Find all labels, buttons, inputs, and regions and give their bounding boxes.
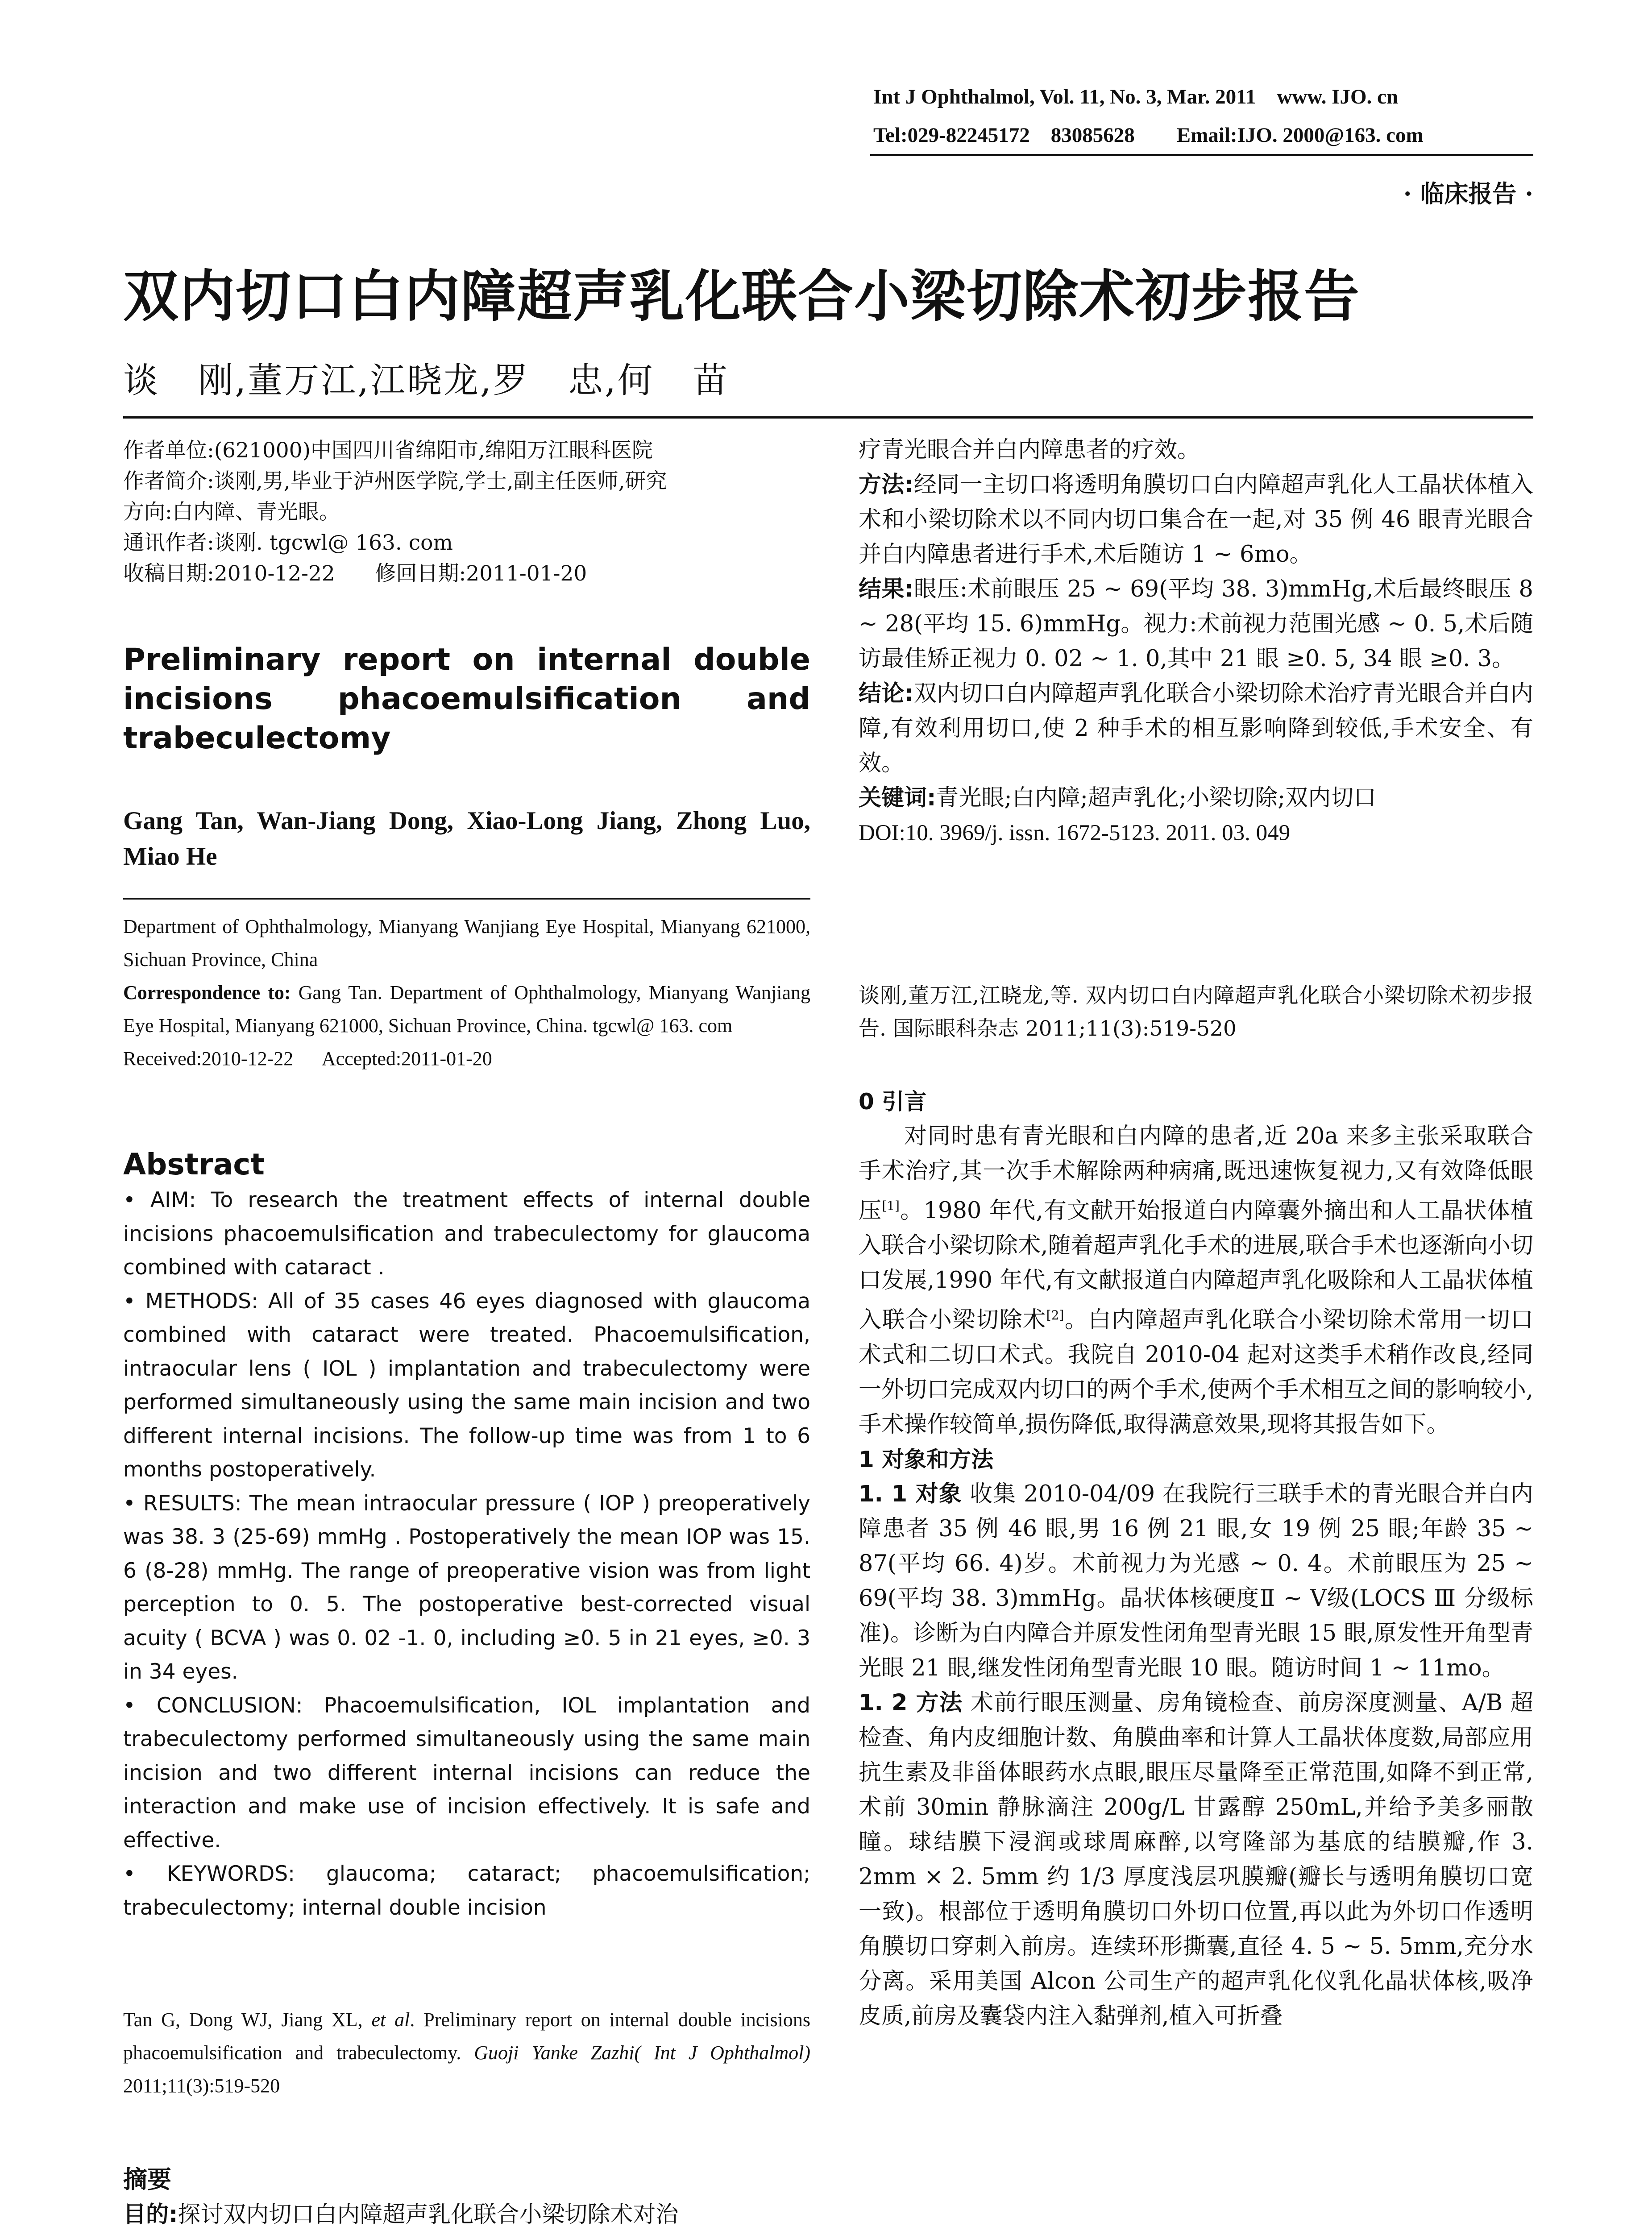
abstract-cn-cont: 疗青光眼合并白内障患者的疗效。 方法:经同一主切口将透明角膜切口白内障超声乳化人工晶状体植入术和小梁切除术以不同内切口集合在一起,对 35 例 46 眼青光眼合并白内障患者进行手术,术后随访 1 ~ 6mo。 结果:眼压:术前眼压 25 ~ 69(平均 38. 3)mmHg,术后最终眼压 8 ~ 28(平均 15. 6)mmHg。视力:术前视力范围光感 ~ 0. 5,术后随访最佳矫正视力 0. 02 ~ 1. 0,其中 21 眼 ≥0. 5, 34 眼 ≥0. 3。 结论:双内切口白内障超声乳化联合小梁切除术治疗青光眼合并白内障,有效利用切口,使 2 种手术的相互影响降到较低,手术安全、有效。 关键词:青光眼;白内障;超声乳化;小梁切除;双内切口 DOI:10. 3969/j. issn. 1672-5123. 2011. 03. 049 [859,433,1533,850]
abstract-cn-conclusion: 双内切口白内障超声乳化联合小梁切除术治疗青光眼合并白内障,有效利用切口,使 2 种手术的相互影响降到较低,手术安全、有效。 [859,680,1533,776]
abstract-results: • RESULTS: The mean intraocular pressure ( IOP ) preoperatively was 38. 3 (25-69) mmHg . Postoperatively the mean IOP was 15. 6 (8-28) mmHg. The range of preoperative vision was from light perception to 0. 5. The postoperative best-corrected visual acuity ( BCVA ) was 0. 02 -1. 0, including ≥0. 5 in 21 eyes, ≥0. 3 in 34 eyes. [123,1491,810,1684]
received-dates-cn: 收稿日期:2010-12-22 修回日期:2011-01-20 [123,561,587,586]
abstract-cn-start [123,2162,810,2231]
contact-line: Tel:029-82245172 83085628 Email:IJO. 2000@163. com [873,124,1424,147]
abstract-aim: • AIM: To research the treatment effects of internal double incisions phacoemulsification and trabeculectomy for glaucoma combined with cataract . [123,1188,810,1280]
abstract-cn-keywords: 青光眼;白内障;超声乳化;小梁切除;双内切口 [936,785,1377,811]
author-unit: 作者单位:(621000)中国四川省绵阳市,绵阳万江眼科医院 [123,438,653,463]
author-bio-2: 方向:白内障、青光眼。 [123,500,340,524]
body-text [859,1084,1533,2034]
category-label: · 临床报告 · [1403,179,1533,208]
header-rule [870,154,1533,156]
citation-en: Tan G, Dong WJ, Jiang XL, et al. Preliminary report on internal double incisions phacoemulsification and trabeculectomy. Guoji Yanke Zazhi( Int J Ophthalmol) 2011;11(3):519-520 [123,2009,811,2097]
abstract-en [123,1146,810,1924]
abstract-cn-methods: 经同一主切口将透明角膜切口白内障超声乳化人工晶状体植入术和小梁切除术以不同内切口集合在一起,对 35 例 46 眼青光眼合并白内障患者进行手术,术后随访 1 ~ 6mo。 [859,472,1533,568]
affiliation-dept: Department of Ophthalmology, Mianyang Wanjiang Eye Hospital, Mianyang 621000, Sichuan Province, China [123,916,810,970]
author-info [123,435,810,589]
received-dates-en: Received:2010-12-22 Accepted:2011-01-20 [123,1048,492,1070]
doi: DOI:10. 3969/j. issn. 1672-5123. 2011. 03. 049 [859,821,1291,846]
abstract-keywords: • KEYWORDS: glaucoma; cataract; phacoemulsification; trabeculectomy; internal double incision [123,1862,810,1920]
author-bio-1: 作者简介:谈刚,男,毕业于泸州医学院,学士,副主任医师,研究 [123,469,667,493]
section-0-heading: 0 引言 [859,1089,927,1115]
section-1-2: 1. 2 方法 术前行眼压测量、房角镜检查、前房深度测量、A/B 超检查、角内皮细胞计数、角膜曲率和计算人工晶状体度数,局部应用抗生素及非甾体眼药水点眼,眼压尽量降至正常范围,如降不到正常,术前 30min 静脉滴注 200g/L 甘露醇 250mL,并给予美多丽散瞳。球结膜下浸润或球周麻醉,以穹隆部为基底的结膜瓣,作 3. 2mm × 2. 5mm 约 1/3 厚度浅层巩膜瓣(瓣长与透明角膜切口宽一致)。根部位于透明角膜切口外切口位置,再以此为外切口作透明角膜切口穿刺入前房。连续环形撕囊,直径 4. 5 ~ 5. 5mm,充分水分离。采用美国 Alcon 公司生产的超声乳化仪乳化晶状体核,吸净皮质,前房及囊袋内注入黏弹剂,植入可折叠 [859,1690,1534,2029]
authors-rule [123,898,810,900]
correspondence-label: Correspondence to: [123,982,291,1004]
section-0-paragraph: 对同时患有青光眼和白内障的患者,近 20a 来多主张采取联合手术治疗,其一次手术解除两种病痛,既迅速恢复视力,又有效降低眼压[1]。1980 年代,有文献开始报道白内障囊外摘出和人工晶状体植入联合小梁切除术,随着超声乳化手术的进展,联合手术也逐渐向小切口发展,1990 年代,有文献报道白内障超声乳化吸除和人工晶状体植入联合小梁切除术[2]。白内障超声乳化联合小梁切除术常用一切口术式和二切口术式。我院自 2010-04 起对这类手术稍作改良,经同一外切口完成双内切口的两个手术,使两个手术相互之间的影响较小,手术操作较简单,损伤降低,取得满意效果,现将其报告如下。 [859,1123,1533,1438]
section-1-heading: 1 对象和方法 [859,1447,994,1472]
citation-cn: 谈刚,董万江,江晓龙,等. 双内切口白内障超声乳化联合小梁切除术初步报告. 国际眼科杂志 2011;11(3):519-520 [859,983,1533,1041]
en-authors: Gang Tan, Wan-Jiang Dong, Xiao-Long Jiang, Zhong Luo, Miao He [123,807,810,871]
affiliation [123,910,810,1075]
abstract-conclusion: • CONCLUSION: Phacoemulsification, IOL implantation and trabeculectomy performed simultaneously using the same main incision and two different internal incisions can reduce the interaction and make use of incision effectively. It is safe and effective. [123,1693,810,1853]
abstract-cn-heading: 摘要 [123,2165,171,2194]
abstract-cn-aim-cont: 疗青光眼合并白内障患者的疗效。 [859,437,1200,463]
authors-cn: 谈 刚,董万江,江晓龙,罗 忠,何 苗 [123,361,730,401]
title-rule [123,416,1533,419]
journal-line: Int J Ophthalmol, Vol. 11, No. 3, Mar. 2011 www. IJO. cn [873,85,1399,108]
en-title: Preliminary report on internal double incisions phacoemulsification and trabeculectomy [123,642,810,756]
correspondence-text: Gang Tan. Department of Ophthalmology, Mianyang Wanjiang Eye Hospital, Mianyang 621000, Sichuan Province, China. tgcwl@ 163. com [123,982,810,1037]
abstract-heading: Abstract [123,1147,265,1182]
abstract-cn-aim: 目的:探讨双内切口白内障超声乳化联合小梁切除术对治 [123,2202,679,2228]
page-title: 双内切口白内障超声乳化联合小梁切除术初步报告 [123,265,1361,329]
corresponding-author: 通讯作者:谈刚. tgcwl@ 163. com [123,531,453,555]
abstract-cn-results: 眼压:术前眼压 25 ~ 69(平均 38. 3)mmHg,术后最终眼压 8 ~ 28(平均 15. 6)mmHg。视力:术前视力范围光感 ~ 0. 5,术后随访最佳矫正视力 0. 02 ~ 1. 0,其中 21 眼 ≥0. 5, 34 眼 ≥0. 3。 [859,576,1534,672]
section-1-1: 1. 1 对象 收集 2010-04/09 在我院行三联手术的青光眼合并白内障患者 35 例 46 眼,男 16 例 21 眼,女 19 例 25 眼;年龄 35 ~ 87(平均 66. 4)岁。术前视力为光感 ~ 0. 4。术前眼压为 25 ~ 69(平均 38. 3)mmHg。晶状体核硬度Ⅱ ~ Ⅴ级(LOCS Ⅲ 分级标准)。诊断为白内障合并原发性闭角型青光眼 15 眼,原发性开角型青光眼 21 眼,继发性闭角型青光眼 10 眼。随访时间 1 ~ 11mo。 [859,1481,1533,1681]
abstract-methods: • METHODS: All of 35 cases 46 eyes diagnosed with glaucoma combined with cataract were treated. Phacoemulsification, intraocular lens ( IOL ) implantation and trabeculectomy were performed simultaneously using the same main incision and two different internal incisions. The follow-up time was from 1 to 6 months postoperatively. [123,1289,810,1482]
